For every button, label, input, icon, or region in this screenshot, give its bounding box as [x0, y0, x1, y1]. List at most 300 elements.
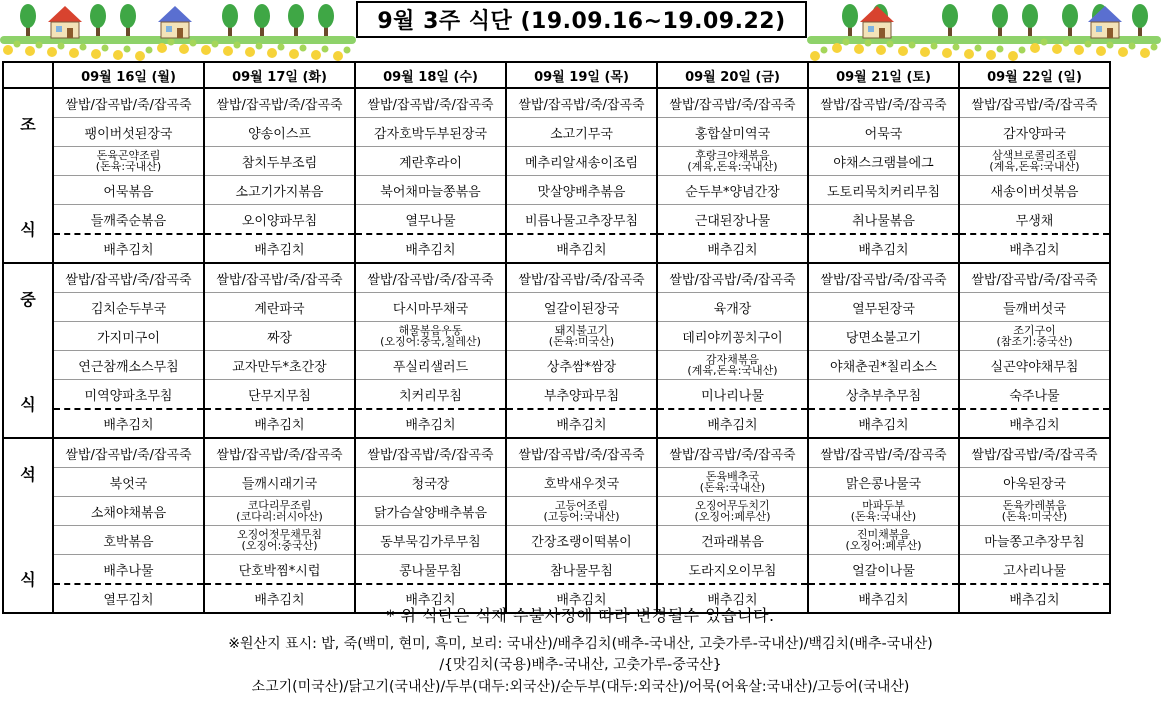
dish-name: 배추김치: [858, 243, 909, 258]
kimchi-cell: [808, 409, 959, 438]
dish-name: 배추김치: [405, 243, 456, 258]
dish-name: 맑은콩나물국: [845, 476, 922, 492]
leaf-icon: [300, 45, 307, 52]
menu-row: [3, 322, 1110, 351]
menu-row: [3, 526, 1110, 555]
leaf-icon: [212, 41, 219, 48]
dish-name: 건파래볶음: [701, 534, 764, 550]
dish-cell: [808, 468, 959, 497]
flower-icon: [91, 49, 101, 59]
dish-cell: [506, 293, 657, 322]
menu-row: [3, 409, 1110, 438]
dish-cell: [808, 263, 959, 293]
dish-name: 열무된장국: [852, 301, 915, 317]
leaf-icon: [1129, 43, 1136, 50]
dish-name: 연근참깨소스무침: [78, 359, 179, 375]
dish-origin: (돈육:미국산): [548, 335, 615, 348]
dish-cell: [959, 555, 1110, 585]
house-window: [1096, 26, 1102, 32]
dish-name: 배추김치: [707, 418, 758, 433]
dish-cell: [506, 176, 657, 205]
menu-row: [3, 176, 1110, 205]
flower-icon: [810, 51, 820, 61]
dish-name: 교자만두*초간장: [232, 359, 327, 375]
dish-name: 홍합살미역국: [694, 126, 771, 142]
dish-name: 배추김치: [1009, 243, 1060, 258]
change-notice: * 위 식단은 식재 수불사정에 따라 변경될수 있습니다.: [386, 606, 775, 625]
dish-name: 후랑크야채볶음: [695, 149, 770, 162]
dish-name: 들깨버섯국: [1003, 301, 1066, 317]
day-header: 09월 16일 (월): [53, 62, 204, 88]
dish-name: 마늘쫑고추장무침: [984, 534, 1085, 550]
flower-icon: [1030, 43, 1040, 53]
dish-name: 아욱된장국: [1003, 476, 1066, 492]
dish-cell: [808, 205, 959, 235]
flower-icon: [1008, 51, 1018, 61]
dish-name: 쌀밥/잡곡밥/죽/잡곡죽: [65, 272, 192, 288]
house-window: [868, 26, 874, 32]
dish-cell: [355, 147, 506, 176]
tree-icon: [120, 4, 136, 28]
leaf-icon: [1151, 44, 1158, 51]
dish-name: 푸실리샐러드: [392, 359, 469, 375]
dish-cell: [959, 526, 1110, 555]
flower-icon: [898, 46, 908, 56]
dish-cell: [506, 118, 657, 147]
dish-name: 쌀밥/잡곡밥/죽/잡곡죽: [971, 272, 1098, 288]
dish-name: 콩나물무침: [399, 563, 462, 579]
dish-cell: [204, 526, 355, 555]
dish-name: 소채야채볶음: [90, 505, 167, 521]
day-header: 09월 21일 (토): [808, 62, 959, 88]
flower-icon: [69, 48, 79, 58]
dish-cell: [355, 205, 506, 235]
dish-cell: [657, 176, 808, 205]
dish-name: 배추김치: [405, 418, 456, 433]
dish-cell: [204, 468, 355, 497]
dish-name: 얼갈이된장국: [543, 301, 620, 317]
dish-origin: (오징어:중국,칠레산): [380, 335, 481, 348]
dish-cell: [204, 438, 355, 468]
dish-name: 참치두부조림: [241, 155, 318, 171]
flower-icon: [854, 44, 864, 54]
dish-cell: [53, 438, 204, 468]
dish-name: 청국장: [411, 476, 450, 492]
menu-row: [3, 234, 1110, 263]
dish-name: 취나물볶음: [852, 213, 915, 229]
dish-name: 육개장: [713, 301, 752, 317]
header-corner: [3, 62, 53, 88]
leaf-icon: [909, 42, 916, 49]
dish-cell: [959, 263, 1110, 293]
dish-name: 돈육곤약조림: [96, 149, 161, 162]
dish-name: 배추김치: [1009, 418, 1060, 433]
leaf-icon: [80, 44, 87, 51]
dish-cell: [506, 555, 657, 585]
dish-cell: [506, 351, 657, 380]
tree-icon: [992, 4, 1008, 28]
tree-icon: [222, 4, 238, 28]
leaf-icon: [190, 40, 197, 47]
kimchi-cell: [204, 409, 355, 438]
leaf-icon: [843, 39, 850, 46]
meal-label-bottom: 식: [20, 219, 36, 239]
dish-cell: [657, 351, 808, 380]
menu-row: [3, 380, 1110, 410]
dish-name: 배추김치: [707, 593, 758, 608]
dish-cell: [657, 526, 808, 555]
dish-cell: [959, 147, 1110, 176]
menu-row: [3, 263, 1110, 293]
dish-name: 어묵볶음: [103, 184, 154, 200]
dish-cell: [959, 322, 1110, 351]
menu-row: [3, 205, 1110, 235]
dish-cell: [53, 322, 204, 351]
dish-name: 치커리무침: [399, 388, 462, 404]
dish-cell: [506, 497, 657, 526]
dish-name: 호박새우젓국: [543, 476, 620, 492]
dish-cell: [204, 118, 355, 147]
dish-cell: [53, 380, 204, 410]
dish-name: 닭가슴살양배추볶음: [373, 505, 488, 521]
dish-cell: [204, 555, 355, 585]
dish-cell: [959, 468, 1110, 497]
dish-name: 배추김치: [103, 418, 154, 433]
dish-cell: [506, 147, 657, 176]
kimchi-cell: [808, 234, 959, 263]
dish-name: 북어채마늘쫑볶음: [380, 184, 481, 200]
dish-name: 메추리알새송이조림: [524, 155, 639, 171]
dish-cell: [506, 205, 657, 235]
dish-name: 열무나물: [405, 213, 456, 229]
flower-icon: [964, 49, 974, 59]
leaf-icon: [58, 43, 65, 50]
dish-cell: [657, 497, 808, 526]
dish-cell: [355, 322, 506, 351]
dish-cell: [808, 497, 959, 526]
house-door: [67, 28, 73, 38]
tree-icon: [842, 4, 858, 28]
flower-icon: [1118, 47, 1128, 57]
dish-name: 쌀밥/잡곡밥/죽/잡곡죽: [971, 447, 1098, 463]
page-title: 9월 3주 식단 (19.09.16~19.09.22): [356, 1, 807, 38]
dish-name: 새송이버섯볶음: [990, 184, 1079, 200]
dish-name: 쌀밥/잡곡밥/죽/잡곡죽: [518, 272, 645, 288]
dish-cell: [657, 293, 808, 322]
flower-icon: [3, 45, 13, 55]
dish-cell: [355, 88, 506, 118]
dish-name: 어묵국: [864, 126, 903, 142]
dish-name: 쌀밥/잡곡밥/죽/잡곡죽: [669, 97, 796, 113]
dish-name: 북엇국: [109, 476, 148, 492]
menu-row: [3, 555, 1110, 585]
dish-cell: [204, 205, 355, 235]
dish-name: 쌀밥/잡곡밥/죽/잡곡죽: [65, 97, 192, 113]
dish-name: 당면소불고기: [845, 330, 922, 346]
leaf-icon: [168, 39, 175, 46]
dish-name: 코다리무조림: [247, 499, 312, 512]
flower-icon: [245, 47, 255, 57]
flower-icon: [135, 51, 145, 61]
dish-cell: [53, 497, 204, 526]
dish-name: 돈육배추국: [705, 470, 760, 483]
dish-name: 쌀밥/잡곡밥/죽/잡곡죽: [518, 447, 645, 463]
dish-name: 얼갈이나물: [852, 563, 915, 579]
dish-cell: [657, 555, 808, 585]
kimchi-cell: [657, 234, 808, 263]
tree-icon: [288, 4, 304, 28]
origin-note-line-3: 소고기(미국산)/닭고기(국내산)/두부(대두:외국산)/순두부(대두:외국산)/어묵(어육살:국내산)/고등어(국내산): [251, 679, 910, 695]
house-roof: [48, 6, 82, 22]
dish-cell: [657, 88, 808, 118]
tree-icon: [942, 4, 958, 28]
house-window: [56, 26, 62, 32]
dish-name: 쌀밥/잡곡밥/죽/잡곡죽: [820, 97, 947, 113]
dish-cell: [355, 263, 506, 293]
dish-name: 조기구이: [1013, 324, 1056, 337]
menu-row: [3, 147, 1110, 176]
leaf-icon: [36, 42, 43, 49]
dish-cell: [959, 438, 1110, 468]
dish-cell: [657, 118, 808, 147]
dish-name: 김치순두부국: [90, 301, 167, 317]
leaf-icon: [344, 47, 351, 54]
meal-label: [3, 263, 53, 438]
menu-row: [3, 438, 1110, 468]
dish-name: 단무지무침: [248, 388, 311, 404]
dish-name: 근대된장나물: [694, 213, 771, 229]
dish-cell: [959, 176, 1110, 205]
dish-cell: [355, 351, 506, 380]
kimchi-cell: [204, 234, 355, 263]
dish-name: 야채스크램블에그: [833, 155, 934, 171]
flower-icon: [289, 49, 299, 59]
dish-name: 배추나물: [103, 563, 154, 579]
dish-name: 배추김치: [707, 243, 758, 258]
flower-icon: [267, 48, 277, 58]
dish-cell: [355, 438, 506, 468]
dish-cell: [53, 555, 204, 585]
flower-icon: [942, 48, 952, 58]
dish-name: 진미채볶음: [856, 528, 911, 541]
leaf-icon: [322, 46, 329, 53]
dish-cell: [53, 526, 204, 555]
dish-cell: [808, 118, 959, 147]
kimchi-cell: [506, 409, 657, 438]
dish-name: 배추김치: [254, 418, 305, 433]
day-header: 09월 18일 (수): [355, 62, 506, 88]
tree-icon: [90, 4, 106, 28]
day-header-row: [3, 62, 1110, 88]
leaf-icon: [1041, 39, 1048, 46]
dish-cell: [808, 438, 959, 468]
dish-name: 돼지불고기: [554, 324, 609, 337]
flower-icon: [986, 50, 996, 60]
dish-name: 호박볶음: [103, 534, 154, 550]
dish-origin: (계육,돈육:국내산): [989, 160, 1080, 173]
house-icon: [1091, 22, 1119, 38]
dish-name: 상추부추무침: [845, 388, 922, 404]
dish-cell: [204, 263, 355, 293]
dish-origin: (오징어:중국산): [241, 539, 318, 552]
dish-cell: [53, 263, 204, 293]
dish-name: 오이양파무침: [241, 213, 318, 229]
flower-icon: [311, 50, 321, 60]
kimchi-cell: [53, 234, 204, 263]
leaf-icon: [865, 40, 872, 47]
menu-row: [3, 468, 1110, 497]
dish-origin: (코다리:러시아산): [236, 510, 323, 523]
tree-icon: [1132, 4, 1148, 28]
dish-name: 계란파국: [254, 301, 305, 317]
dish-name: 고사리나물: [1003, 563, 1066, 579]
dish-name: 쌀밥/잡곡밥/죽/잡곡죽: [367, 97, 494, 113]
leaf-icon: [1063, 40, 1070, 47]
dish-name: 배추김치: [103, 243, 154, 258]
flower-icon: [920, 47, 930, 57]
dish-origin: (계육,돈육:국내산): [687, 160, 778, 173]
leaf-icon: [1019, 47, 1026, 54]
dish-cell: [808, 147, 959, 176]
meal-label-bottom: 식: [20, 394, 36, 414]
menu-body: [3, 88, 1110, 613]
dish-name: 배추김치: [858, 418, 909, 433]
house-roof: [158, 6, 192, 22]
dish-cell: [53, 205, 204, 235]
tree-icon: [318, 4, 334, 28]
dish-cell: [808, 293, 959, 322]
dish-cell: [657, 147, 808, 176]
house-roof: [860, 6, 894, 22]
dish-name: 쌀밥/잡곡밥/죽/잡곡죽: [669, 447, 796, 463]
dish-origin: (돈육:미국산): [1001, 510, 1068, 523]
kimchi-cell: [959, 409, 1110, 438]
dish-name: 야채춘권*칠리소스: [830, 359, 937, 375]
dish-cell: [53, 176, 204, 205]
leaf-icon: [821, 47, 828, 54]
meal-label: [3, 438, 53, 613]
origin-note-line-1: ※원산지 표시: 밥, 죽(백미, 현미, 흑미, 보리: 국내산)/배추김치(배추-국내산, 고춧가루-국내산)/백김치(배추-국내산): [228, 636, 933, 652]
dish-name: 소고기가지볶음: [235, 184, 324, 200]
house-window: [166, 26, 172, 32]
dish-name: 양송이스프: [248, 126, 311, 142]
meal-label-top: 석: [20, 464, 36, 484]
house-icon: [863, 22, 891, 38]
dish-cell: [959, 380, 1110, 410]
dish-cell: [959, 351, 1110, 380]
dish-cell: [506, 322, 657, 351]
dish-name: 참나물무침: [550, 563, 613, 579]
dish-name: 배추김치: [1009, 593, 1060, 608]
dish-name: 감자호박두부된장국: [373, 126, 488, 142]
leaf-icon: [997, 46, 1004, 53]
leaf-icon: [975, 45, 982, 52]
dish-origin: (오징어:페루산): [845, 539, 922, 552]
dish-origin: (계육,돈육:국내산): [687, 364, 778, 377]
dish-cell: [204, 322, 355, 351]
dish-cell: [355, 526, 506, 555]
dish-cell: [355, 293, 506, 322]
dish-name: 도라지오이무침: [688, 563, 777, 579]
flower-icon: [1052, 44, 1062, 54]
dish-name: 쌀밥/잡곡밥/죽/잡곡죽: [820, 447, 947, 463]
flower-icon: [1074, 45, 1084, 55]
dish-name: 숙주나물: [1009, 388, 1060, 404]
dish-name: 들깨죽순볶음: [90, 213, 167, 229]
house-icon: [161, 22, 189, 38]
dish-name: 고등어조림: [554, 499, 609, 512]
dish-name: 쌀밥/잡곡밥/죽/잡곡죽: [216, 97, 343, 113]
leaf-icon: [1085, 41, 1092, 48]
dish-origin: (참조기:중국산): [996, 335, 1073, 348]
dish-name: 배추김치: [556, 243, 607, 258]
meal-label-bottom: 식: [20, 569, 36, 589]
dish-origin: (돈육:국내산): [850, 510, 917, 523]
dish-origin: (오징어:페루산): [694, 510, 771, 523]
dish-name: 열무김치: [103, 593, 154, 608]
dish-cell: [657, 205, 808, 235]
flower-icon: [113, 50, 123, 60]
flower-icon: [25, 46, 35, 56]
dish-name: 쌀밥/잡곡밥/죽/잡곡죽: [820, 272, 947, 288]
kimchi-cell: [657, 409, 808, 438]
flower-icon: [832, 43, 842, 53]
dish-name: 쌀밥/잡곡밥/죽/잡곡죽: [216, 272, 343, 288]
dish-name: 간장조랭이떡볶이: [531, 534, 632, 550]
flower-icon: [179, 44, 189, 54]
dish-name: 부추양파무침: [543, 388, 620, 404]
dish-name: 동부묵김가루무침: [380, 534, 481, 550]
meal-label-top: 중: [20, 289, 36, 309]
dish-name: 배추김치: [556, 593, 607, 608]
dish-name: 계란후라이: [399, 155, 462, 171]
tree-icon: [254, 4, 270, 28]
dish-name: 배추김치: [556, 418, 607, 433]
dish-cell: [53, 351, 204, 380]
dish-name: 감자채볶음: [705, 353, 760, 366]
dish-name: 맛살양배추볶음: [537, 184, 626, 200]
dish-name: 해물볶음우동: [398, 324, 463, 337]
leaf-icon: [102, 45, 109, 52]
leaf-icon: [146, 47, 153, 54]
dish-cell: [808, 380, 959, 410]
dish-name: 쌀밥/잡곡밥/죽/잡곡죽: [216, 447, 343, 463]
kimchi-cell: [355, 409, 506, 438]
dish-origin: (돈육:국내산): [699, 481, 766, 494]
flower-icon: [333, 51, 343, 61]
dish-name: 도토리묵치커리무침: [826, 184, 941, 200]
dish-name: 순두부*양념간장: [685, 184, 780, 200]
dish-name: 들깨시래기국: [241, 476, 318, 492]
dish-name: 쌀밥/잡곡밥/죽/잡곡죽: [669, 272, 796, 288]
dish-name: 소고기무국: [550, 126, 613, 142]
dish-cell: [53, 293, 204, 322]
dish-cell: [959, 118, 1110, 147]
dish-name: 배추김치: [405, 593, 456, 608]
dish-cell: [53, 88, 204, 118]
tree-icon: [20, 4, 36, 28]
dish-name: 쌀밥/잡곡밥/죽/잡곡죽: [971, 97, 1098, 113]
dish-name: 쌀밥/잡곡밥/죽/잡곡죽: [518, 97, 645, 113]
tree-icon: [1062, 4, 1078, 28]
dish-cell: [355, 380, 506, 410]
menu-table: [2, 61, 1111, 614]
dish-cell: [204, 147, 355, 176]
flower-icon: [1096, 46, 1106, 56]
day-header: 09월 19일 (목): [506, 62, 657, 88]
dish-cell: [808, 351, 959, 380]
menu-row: [3, 118, 1110, 147]
